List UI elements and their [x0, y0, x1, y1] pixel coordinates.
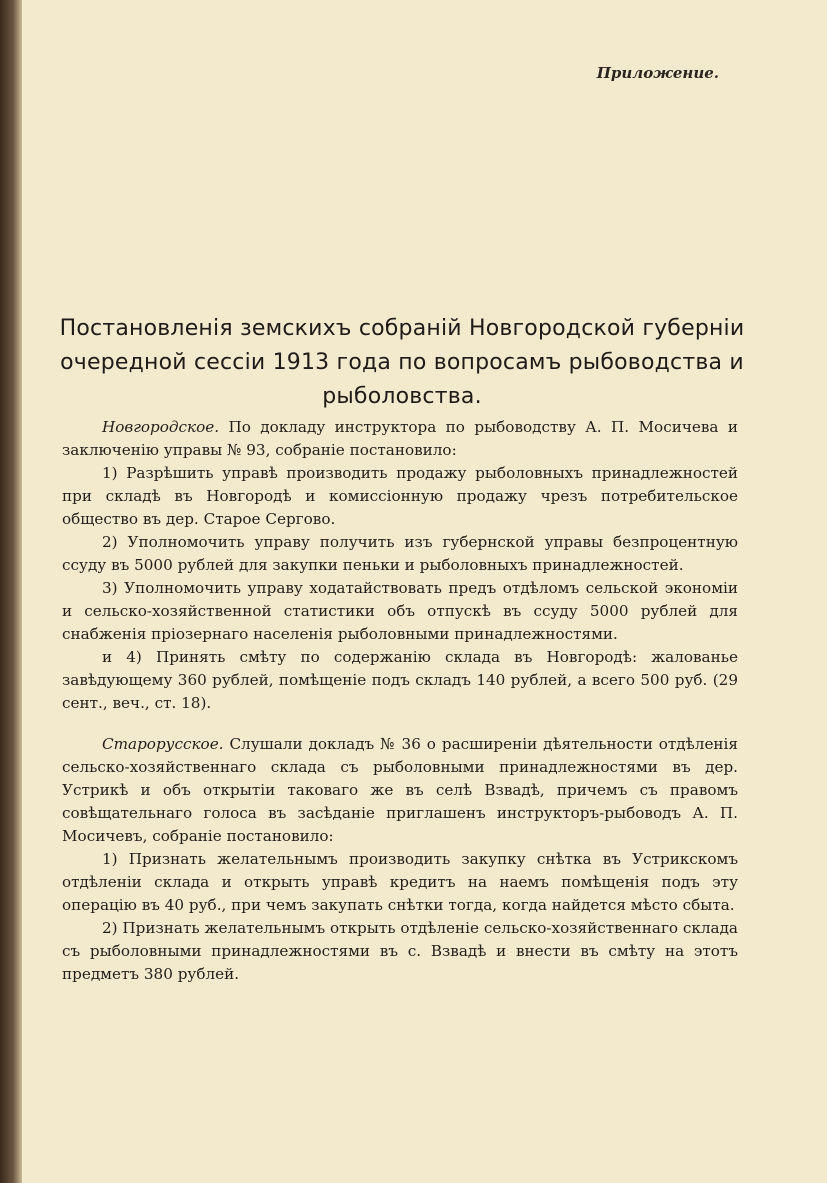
page	[22, 0, 827, 1183]
section-intro-text: По докладу инструктора по рыбоводству А. П. Мосичева и заключенію управы № 93, собраніе постановило:	[62, 418, 738, 459]
resolution-item: 1) Признать желательнымъ производить закупку снѣтка въ Устрикскомъ отдѣленіи склада и открыть управѣ кредитъ на наемъ помѣщенія подъ эту операцію въ 40 руб., при чемъ закупать снѣтки тогда, когда найдется мѣсто сбыта.	[62, 850, 738, 914]
document-body	[62, 416, 738, 986]
running-header: Приложение.	[596, 64, 719, 82]
resolution-item: и 4) Принять смѣту по содержанію склада въ Новгородѣ: жалованье завѣдующему 360 рублей, помѣщеніе подъ складъ 140 рублей, а всего 500 руб. (29 сент., веч., ст. 18).	[62, 648, 738, 712]
district-name: Старорусское.	[102, 735, 224, 753]
resolution-item: 2) Признать желательнымъ открыть отдѣленіе сельско-хозяйственнаго склада съ рыболовными принадлежностями въ с. Взвадѣ и внести въ смѣту на этотъ предметъ 380 рублей.	[62, 919, 738, 983]
section-intro	[62, 416, 738, 462]
resolution-item: 3) Уполномочить управу ходатайствовать предъ отдѣломъ сельской экономіи и сельско-хозяйственной статистики объ отпускѣ въ ссуду 5000 рублей для снабженія пріозернаго населенія рыболовными принадлежностями.	[62, 579, 738, 643]
section-intro	[62, 733, 738, 848]
resolution-item: 2) Уполномочить управу получить изъ губернской управы безпроцентную ссуду въ 5000 рублей для закупки пеньки и рыболовныхъ принадлежностей.	[62, 533, 738, 574]
document-title: Постановленія земскихъ собраній Новгородской губерніи очередной сессіи 1913 года по вопросамъ рыбоводства и рыболовства.	[59, 316, 745, 409]
district-name: Новгородское.	[102, 418, 220, 436]
section-intro-text: Слушали докладъ № 36 о расширеніи дѣятельности отдѣленія сельско-хозяйственнаго склада съ рыболовными принадлежностями въ дер. Устрикѣ и объ открытіи таковаго же въ селѣ Взвадѣ, причемъ съ правомъ совѣщательнаго голоса въ засѣданіе приглашенъ инструкторъ-рыбоводъ А. П. Мосичевъ, собраніе постановило:	[62, 735, 738, 845]
resolution-item: 1) Разрѣшить управѣ производить продажу рыболовныхъ принадлежностей при складѣ въ Новгородѣ и комиссіонную продажу чрезъ потребительское общество въ дер. Старое Сергово.	[62, 464, 738, 528]
book-spine	[0, 0, 22, 1183]
